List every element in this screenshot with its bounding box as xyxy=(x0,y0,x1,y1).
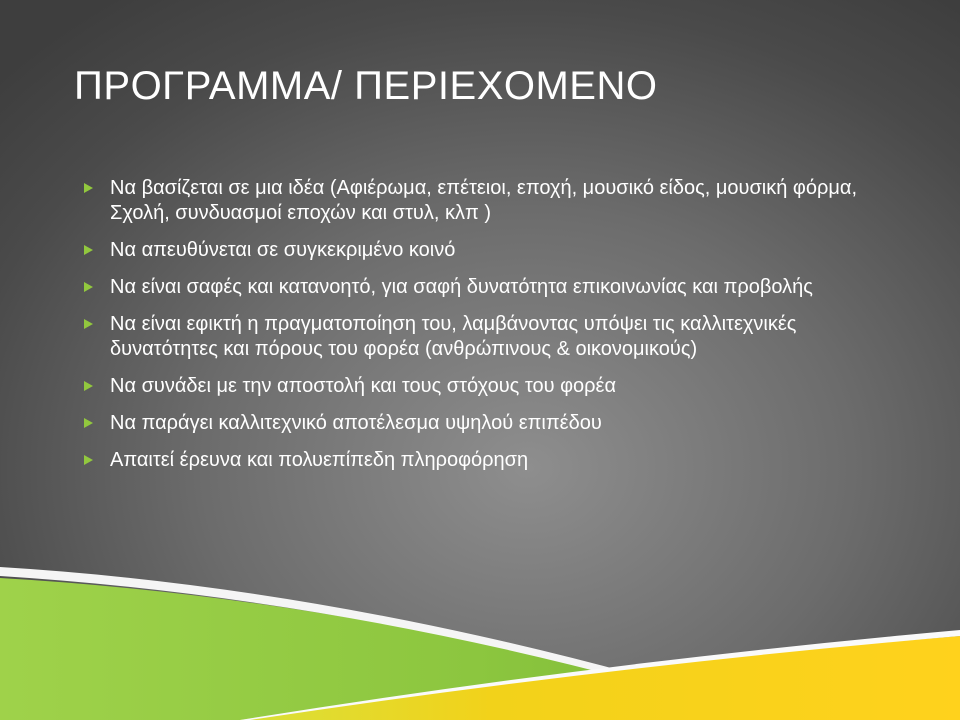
bullet-text: Να συνάδει με την αποστολή και τους στόχους του φορέα xyxy=(110,375,617,397)
bullet-text: Να είναι εφικτή η πραγματοποίηση του, λαμβάνοντας υπόψει τις καλλιτεχνικές δυνατότητες και πόρους του φορέα (ανθρώπινους & οικονομικούς) xyxy=(110,313,797,360)
bullet-text: Να βασίζεται σε μια ιδέα (Αφιέρωμα, επέτειοι, εποχή, μουσικό είδος, μουσική φόρμα, Σχολή, συνδυασμοί εποχών και στυλ, κλπ ) xyxy=(110,177,858,224)
bullet-text: Απαιτεί έρευνα και πολυεπίπεδη πληροφόρηση xyxy=(110,449,529,471)
bullet-text: Να παράγει καλλιτεχνικό αποτέλεσμα υψηλού επιπέδου xyxy=(110,412,602,434)
bullet-text: Να είναι σαφές και κατανοητό, για σαφή δυνατότητα επικοινωνίας και προβολής xyxy=(110,276,813,298)
bullet-text: Να απευθύνεται σε συγκεκριμένο κοινό xyxy=(110,239,456,261)
slide-title: ΠΡΟΓΡΑΜΜΑ/ ΠΕΡΙΕΧΟΜΕΝΟ xyxy=(74,64,658,108)
